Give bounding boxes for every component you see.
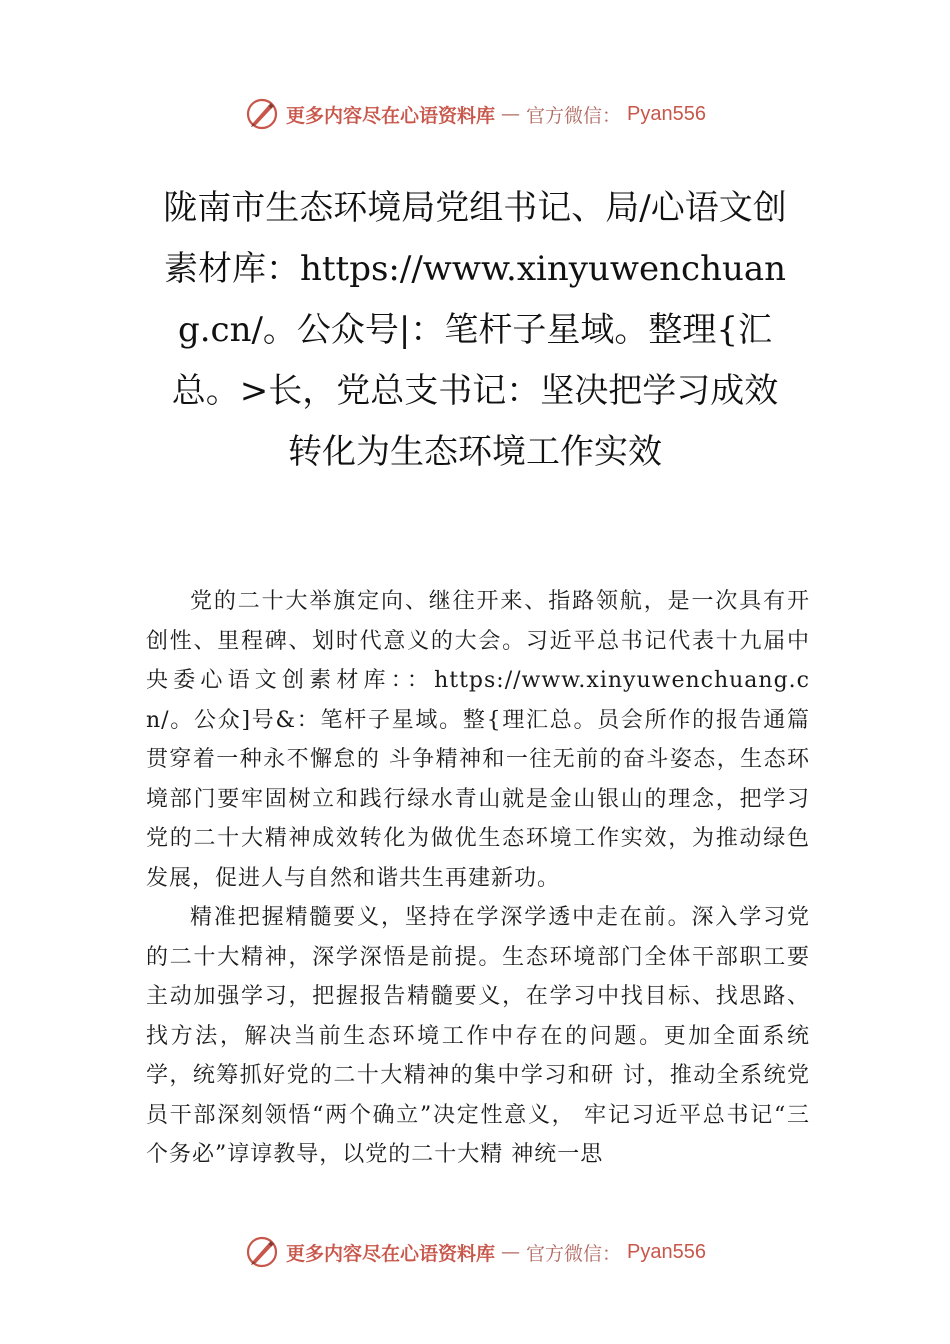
wechat-label: 官方微信： [526,1242,622,1265]
wechat-label: 官方微信： [526,104,622,127]
brand-text: 更多内容尽在心语资料库 [286,1242,496,1265]
pen-logo-icon [244,1234,280,1270]
banner-separator: — [501,103,521,125]
footer-banner [0,1232,950,1272]
document-body [146,582,810,1175]
brand-text: 更多内容尽在心语资料库 [286,104,496,127]
document-title: 陇南市生态环境局党组书记、局/心语文创素材库：https://www.xinyuwenchuang.cn/。公众号|：笔杆子星域。整理{汇总。>长，党总支书记：坚决把学习成效转化为生态环境工作实效 [163,188,787,472]
pen-logo-icon [244,96,280,132]
banner-separator: — [501,1241,521,1263]
paragraph-1: 党的二十大举旗定向、继往开来、指路领航，是一次具有开创性、里程碑、划时代意义的大会。习近平总书记代表十九届中央委心语文创素材库：：https://www.xinyuwenchuang.cn/。公众]号&：笔杆子星域。整{理汇总。员会所作的报告通篇贯穿着一种永不懈怠的 斗争精神和一往无前的奋斗姿态，生态环境部门要牢固树立和践行绿水青山就是金山银山的理念，把学习党的二十大精神成效转化为做优生态环境工作实效，为推动绿色发展，促进人与自然和谐共生再建新功。 [146,589,810,891]
paragraph-2: 精准把握精髓要义，坚持在学深学透中走在前。深入学习党的二十大精神，深学深悟是前提。生态环境部门全体干部职工要主动加强学习，把握报告精髓要义，在学习中找目标、找思路、找方法，解决当前生态环境工作中存在的问题。更加全面系统学，统筹抓好党的二十大精神的集中学习和研 讨，推动全系统党员干部深刻领悟“两个确立”决定性意义， 牢记习近平总书记“三个务必”谆谆教导，以党的二十大精 神统一思 [146,905,810,1167]
wechat-id: Pyan556 [627,102,706,125]
header-banner [0,94,950,134]
wechat-id: Pyan556 [627,1240,706,1263]
